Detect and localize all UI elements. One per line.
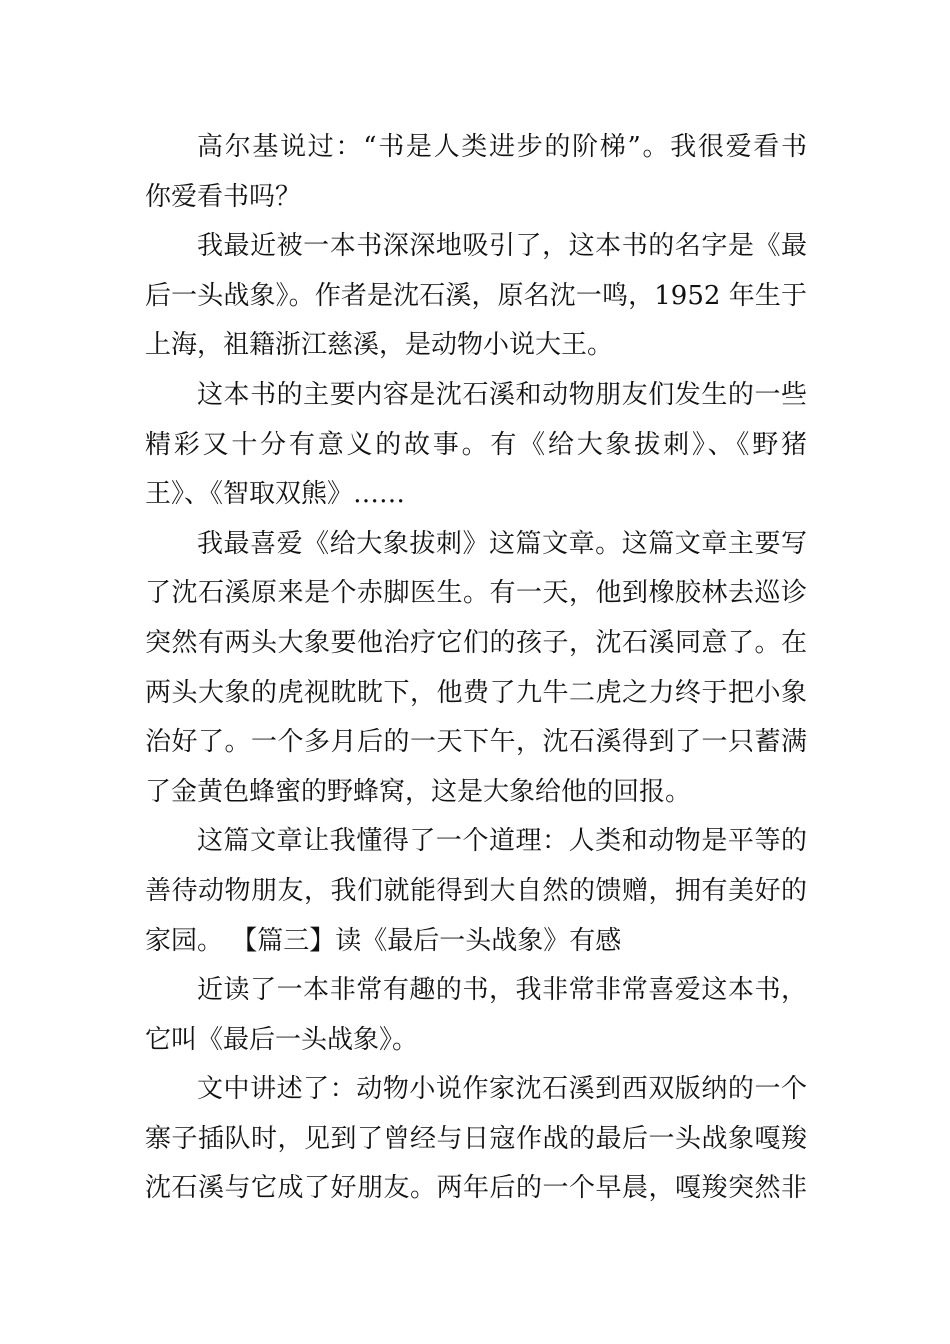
text-line: 它叫《最后一头战象》。 <box>145 1024 419 1055</box>
text-line: 善待动物朋友，我们就能得到大自然的馈赠，拥有美好的 <box>145 875 807 906</box>
text-line: 突然有两头大象要他治疗它们的孩子，沈石溪同意了。在 <box>145 627 807 658</box>
text-line: 治好了。一个多月后的一天下午，沈石溪得到了一只蓄满 <box>145 727 807 758</box>
text-line: 文中讲述了：动物小说作家沈石溪到西双版纳的一个 <box>197 1074 807 1105</box>
paragraph <box>145 222 807 371</box>
paragraph <box>145 371 807 520</box>
text-line: 我最喜爱《给大象拔刺》这篇文章。这篇文章主要写 <box>197 528 807 559</box>
paragraph <box>145 817 807 966</box>
text-line: 高尔基说过：“书是人类进步的阶梯”。我很爱看书 <box>197 132 807 162</box>
text-line: 了沈石溪原来是个赤脚医生。有一天，他到橡胶林去巡诊 <box>145 578 807 609</box>
text-line: 两头大象的虎视眈眈下，他费了九牛二虎之力终于把小象 <box>145 677 807 708</box>
text-line: 了金黄色蜂蜜的野蜂窝，这是大象给他的回报。 <box>145 776 692 807</box>
paragraph <box>145 1065 807 1214</box>
text-line: 王》、《智取双熊》…… <box>145 479 406 510</box>
text-line: 精彩又十分有意义的故事。有《给大象拔刺》、《野猪 <box>145 429 807 460</box>
text-line: 上海，祖籍浙江慈溪，是动物小说大王。 <box>145 330 614 361</box>
text-line: 这本书的主要内容是沈石溪和动物朋友们发生的一些 <box>197 379 807 410</box>
text-line: 你爱看书吗？ <box>145 181 302 212</box>
text-line: 沈石溪与它成了好朋友。两年后的一个早晨，嘎羧突然非 <box>145 1173 807 1204</box>
text-line: 近读了一本非常有趣的书，我非常非常喜爱这本书， <box>197 975 807 1006</box>
text-line: 家园。 【篇三】读《最后一头战象》有感 <box>145 925 622 956</box>
paragraph <box>145 123 807 222</box>
paragraph <box>145 966 807 1065</box>
body-text <box>145 123 807 1214</box>
text-line: 后一头战象》。作者是沈石溪，原名沈一鸣，1952 年生于 <box>145 280 807 311</box>
paragraph <box>145 520 807 818</box>
text-line: 这篇文章让我懂得了一个道理：人类和动物是平等的 <box>197 826 807 857</box>
text-line: 我最近被一本书深深地吸引了，这本书的名字是《最 <box>197 231 807 262</box>
text-line: 寨子插队时，见到了曾经与日寇作战的最后一头战象嘎羧 <box>145 1123 807 1154</box>
